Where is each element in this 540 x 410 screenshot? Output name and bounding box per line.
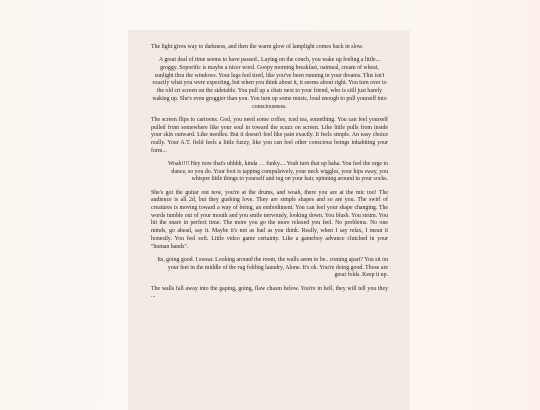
paragraph-2: A great deal of time seems to have passed.. Laying on the couch, you wake up feeling a little... groggy. Soporific is maybe a nicer word. Goopy morning breakfast, oatmeal, cream of wheat, sunlight thru the windows. Your legs feel tired, like you've been running in your dreams. This isn't exactly what you were expecting, but when you think about it, it seems about right. You turn over to the old crt screen on the sidetable. You pull up a chair next to your friend, who is still just barely waking up. She's even groggier than you. You turn up some music, loud enough to pull yourself into consciousness.	[152, 57, 387, 110]
paragraph-6: Its, going good. I swear. Looking around the room, the walls seem to be.. coming apart? You sit on your feet in the middle of the rug folding laundry, Alone. It's ok. You're doing good. Those are great folds. Keep it up.	[157, 256, 388, 279]
paragraph-5: She's got the guitar out now, you're at the drums, and woah, there you are at the mic too! The audience is all 2d, but they gushing love. They are simple shapes and so are you. The swirl of creatures is moving toward a way of being, an embodiment. You can feel your shape changing. The words tumble out of your mouth and you smile nervously, looking down. You blush. You strum. You hit the snare in perfect time. The more you go the more relaxed you feel. No problems. No one minds, go ahead, say it. Maybe it's not as bad as you think. Really, when I say relax, I mean it honestly. You feel soft. Little video game certainty. Like a gameboy advance clutched in your "human hands".	[151, 189, 388, 250]
paragraph-7: The walls fall away into the gaping, going, flaw chasm below. You're in hell, they will tell you they ...	[151, 285, 388, 300]
paragraph-4: Woah!!!! Hey now that's uhhhh, kinda … funky.... Yeah turn that up haha. You feel the urge to dance, so you do. Your foot is tapping compulsively, your neck wiggles, your hips sway, you whisper little things to yourself and tug on your hair, spinning around in your socks.	[167, 160, 388, 183]
document-content	[151, 44, 388, 307]
paragraph-3: The screen flips to cartoons. God, you need some coffee, iced tea, something. You can feel yourself pulled from somewhere like your soul in toward the scuzz on screen. Like little pulls from inside your skin outward. Like needles. But it doesn't feel like pain exactly. It feels simple. An easy choice really. Your A.T. field feels a little fuzzy, like you can feel other conscious beings inhabiting your form...	[151, 116, 388, 154]
paragraph-1: The light gives way to darkness, and then the warm glow of lamplight comes back in slow.	[151, 44, 364, 50]
document-page	[128, 30, 410, 410]
